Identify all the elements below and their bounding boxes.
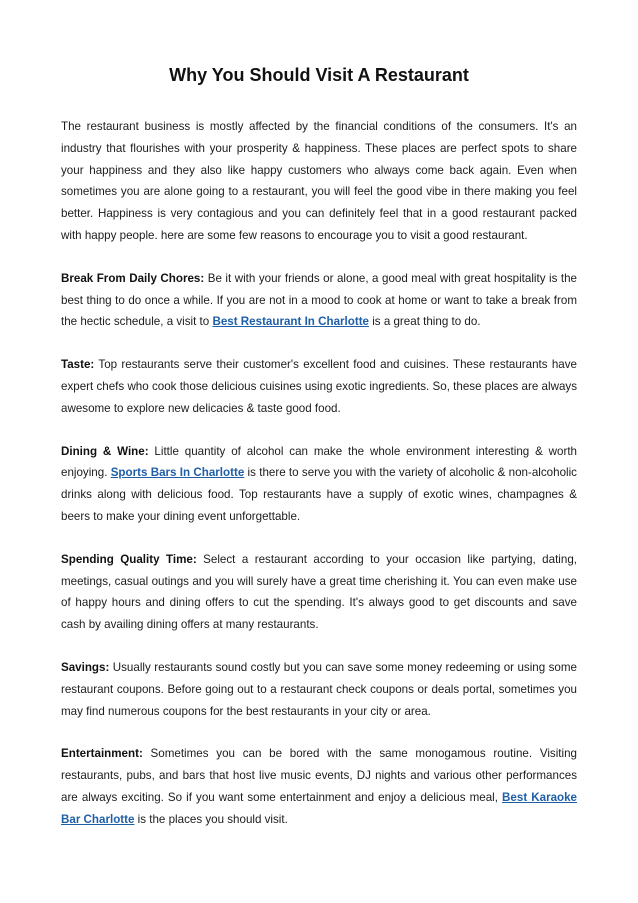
intro-paragraph: The restaurant business is mostly affected by the financial conditions of the consumers. It's an industry that flourishes with your prosperity & happiness. These places are perfect spots to share your happiness and they also like happy customers who always come back again. Even when sometimes you are alone going to a restaurant, you will feel the good vibe in there making you feel better. Happiness is very contagious and you can definitely feel that in a good restaurant packed with happy people. here are some few reasons to encourage you to visit a good restaurant. [61,120,577,242]
karaoke-bar-link[interactable]: Best Karaoke Bar Charlotte [61,790,578,826]
section-heading: Dining & Wine: [61,444,149,458]
section-heading: Entertainment: [61,747,143,761]
section-taste [61,354,577,419]
section-text: Sometimes you can be bored with the same monogamous routine. Visiting restaurants, pubs, and bars that host live music events, DJ nights and various other performances are always exciting. So if you want some entertainment and enjoy a delicious meal, [61,747,577,804]
section-heading: Savings: [61,660,110,674]
section-heading: Spending Quality Time: [61,552,197,566]
sports-bars-link[interactable]: Sports Bars In Charlotte [110,466,245,480]
section-spending-quality-time [61,549,577,636]
section-text: Top restaurants serve their customer's excellent food and cuisines. These restaurants have expert chefs who cook those delicious cuisines using exotic ingredients. So, these places are always awesome to explore new delicacies & taste good food. [61,358,577,415]
section-savings [61,657,577,722]
section-text: Little quantity of alcohol can make the whole environment interesting & worth enjoying. [61,444,578,480]
section-text: Usually restaurants sound costly but you can save some money redeeming or using some restaurant coupons. Before going out to a restaurant check coupons or deals portal, sometimes you may find numerous coupons for the best restaurants in your city or area. [61,660,577,718]
section-break-from-daily-chores [61,268,577,333]
section-heading: Break From Daily Chores: [61,271,205,285]
section-dining-and-wine [61,441,577,528]
section-entertainment [61,743,577,830]
section-heading: Taste: [61,358,95,372]
page-title: Why You Should Visit A Restaurant [169,65,469,85]
section-text: is a great thing to do. [369,315,481,329]
best-restaurant-link[interactable]: Best Restaurant In Charlotte [212,315,369,329]
section-text: Select a restaurant according to your occasion like partying, dating, meetings, casual outings and you will surely have a great time cherishing it. You can even make use of happy hours and dining offers to cut the spending. It's always good to get discounts and save cash by availing dining offers at many restaurants. [61,552,577,632]
section-text: Be it with your friends or alone, a good meal with great hospitality is the best thing to do once a while. If you are not in a mood to cook at home or want to take a break from the hectic schedule, a visit to [61,271,577,329]
section-text: is the places you should visit. [134,812,288,826]
section-text: is there to serve you with the variety of alcoholic & non-alcoholic drinks along with delicious food. Top restaurants have a supply of exotic wines, champagnes & beers to make your dining event unforgettable. [61,466,577,523]
